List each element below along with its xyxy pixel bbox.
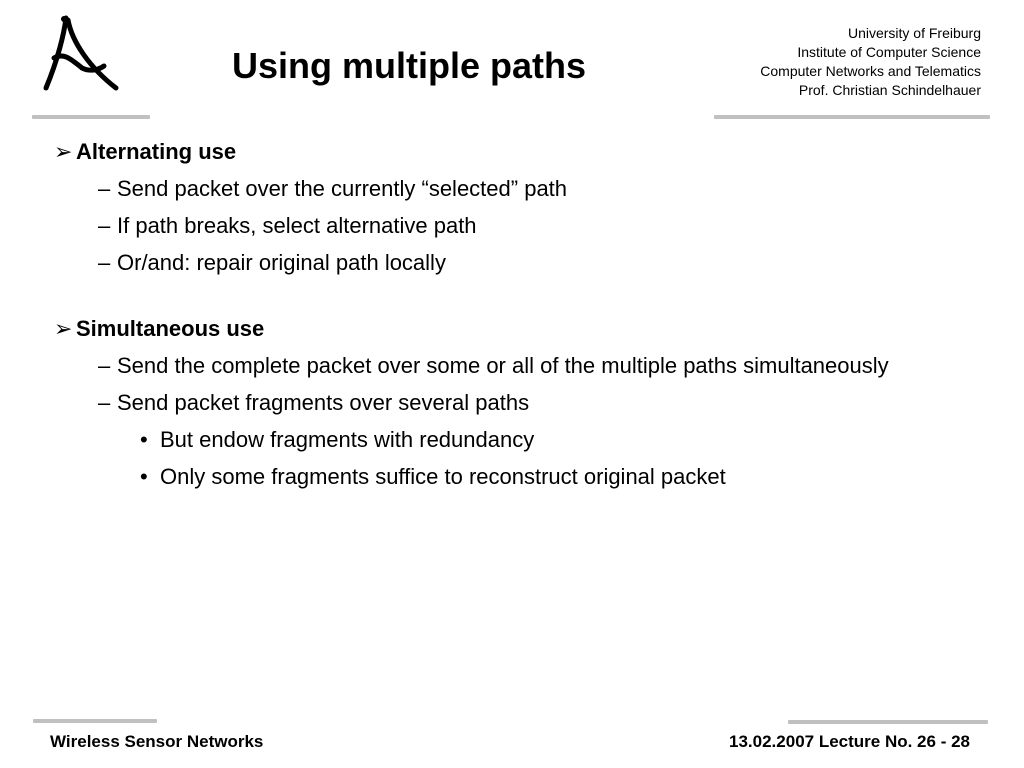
- section-heading-text: Alternating use: [76, 139, 237, 164]
- arrow-bullet-icon: ➢: [54, 139, 73, 164]
- header-rule-left: [32, 115, 150, 119]
- dot-bullet: •: [140, 464, 148, 489]
- dot-bullet: •: [140, 427, 148, 452]
- footer-rule-right: [788, 720, 988, 724]
- section-heading-alternating: [54, 137, 954, 167]
- affiliation-line-department: Computer Networks and Telematics: [760, 63, 981, 79]
- list-item-text: Send packet over the currently “selected” path: [117, 176, 568, 201]
- list-item: [54, 351, 954, 381]
- footer-rule-left: [33, 719, 157, 723]
- footer-course-title: Wireless Sensor Networks: [50, 732, 264, 751]
- slide-content: [54, 137, 954, 492]
- sub-list-item: [54, 425, 954, 455]
- affiliation-line-university: University of Freiburg: [847, 25, 981, 41]
- slide-title: Using multiple paths: [232, 45, 587, 86]
- affiliation-line-professor: Prof. Christian Schindelhauer: [798, 82, 981, 98]
- list-item: [54, 174, 954, 204]
- list-item-text: Send the complete packet over some or all of the multiple paths simultaneously: [117, 353, 889, 378]
- list-item-text: Or/and: repair original path locally: [117, 250, 446, 275]
- footer-date-lecture: 13.02.2007 Lecture No. 26 - 28: [729, 732, 970, 751]
- dash-bullet: –: [98, 353, 111, 378]
- section-heading-text: Simultaneous use: [76, 316, 265, 341]
- affiliation-line-institute: Institute of Computer Science: [797, 44, 981, 60]
- sub-list-item: [54, 462, 954, 492]
- sub-list-item-text: But endow fragments with redundancy: [160, 427, 535, 452]
- header-rule-right: [714, 115, 990, 119]
- list-item-text: Send packet fragments over several paths: [117, 390, 530, 415]
- list-item: [54, 211, 954, 241]
- dash-bullet: –: [98, 213, 111, 238]
- affiliation-block: [760, 24, 981, 100]
- list-item-text: If path breaks, select alternative path: [117, 213, 477, 238]
- dash-bullet: –: [98, 250, 111, 275]
- freiburg-a-logo-icon: [40, 14, 122, 94]
- dash-bullet: –: [98, 390, 111, 415]
- section-heading-simultaneous: [54, 314, 954, 344]
- sub-list-item-text: Only some fragments suffice to reconstruct original packet: [160, 464, 726, 489]
- dash-bullet: –: [98, 176, 111, 201]
- arrow-bullet-icon: ➢: [54, 316, 73, 341]
- list-item: [54, 248, 954, 278]
- list-item: [54, 388, 954, 418]
